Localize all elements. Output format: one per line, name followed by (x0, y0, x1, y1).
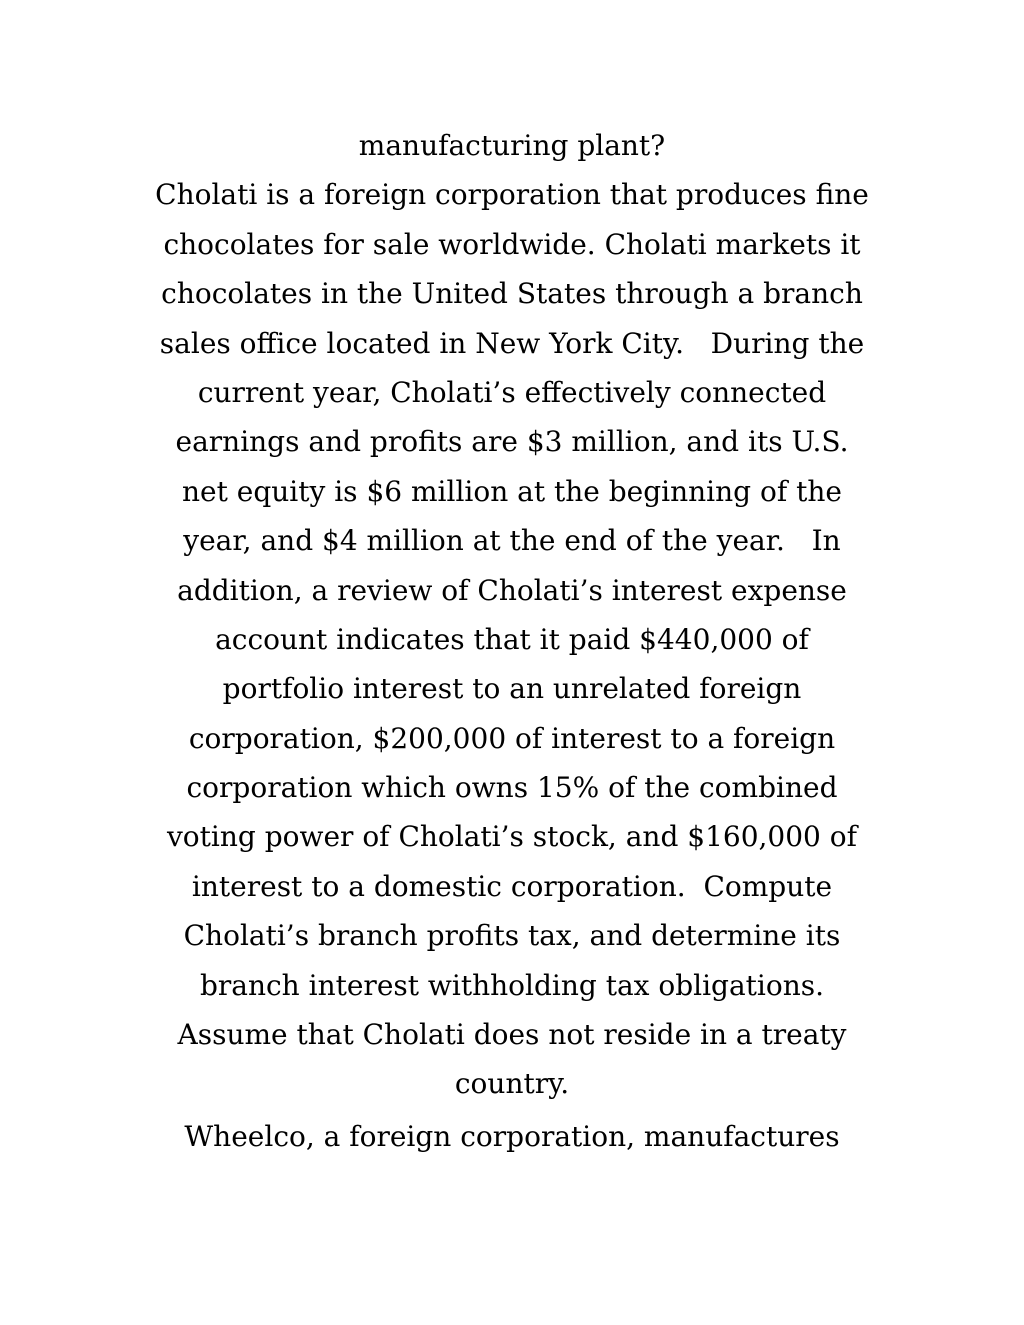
paragraph-line: year, and $4 million at the end of the year. In (183, 524, 841, 558)
paragraph-line: Assume that Cholati does not reside in a treaty (177, 1018, 847, 1052)
paragraph-line: Cholati’s branch profits tax, and determine its (183, 919, 841, 953)
paragraph-line: country. (454, 1067, 570, 1101)
continuation-line: manufacturing plant? (358, 129, 666, 162)
document-text (0, 121, 1024, 1161)
paragraph-line: current year, Cholati’s effectively connected (197, 375, 827, 409)
paragraph-line: corporation, $200,000 of interest to a foreign (188, 721, 836, 755)
paragraph-line: interest to a domestic corporation. Compute (191, 869, 833, 903)
paragraph-line: portfolio interest to an unrelated foreign (222, 672, 802, 706)
paragraph-line: net equity is $6 million at the beginning of the (182, 474, 842, 508)
paragraph-line: branch interest withholding tax obligations. (199, 968, 825, 1002)
paragraph-line: voting power of Cholati’s stock, and $160,000 of (166, 820, 857, 854)
paragraph-line: chocolates in the United States through a branch (161, 277, 863, 311)
paragraph-line: Wheelco, a foreign corporation, manufactures (184, 1119, 840, 1153)
paragraph-wheelco (0, 1112, 1024, 1161)
paragraph-line: earnings and profits are $3 million, and its U.S. (175, 425, 849, 459)
paragraph-line: Cholati is a foreign corporation that produces fine (155, 178, 869, 212)
paragraph-line: sales office located in New York City. During the (159, 326, 865, 360)
paragraph-line: corporation which owns 15% of the combined (186, 771, 838, 805)
paragraph-line: addition, a review of Cholati’s interest expense (177, 573, 847, 607)
paragraph-cholati (0, 170, 1024, 1108)
paragraph-line: chocolates for sale worldwide. Cholati markets it (163, 227, 861, 261)
paragraph-line: account indicates that it paid $440,000 of (215, 622, 809, 656)
